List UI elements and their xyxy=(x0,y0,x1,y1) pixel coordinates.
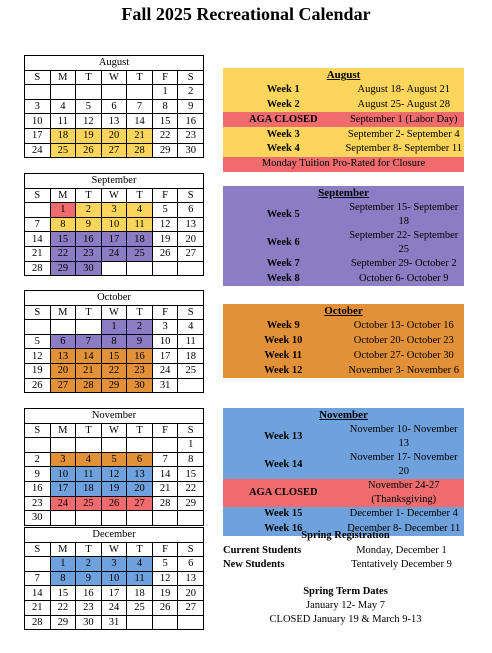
week-label: Week 9 xyxy=(266,320,300,332)
calendar-day: 16 xyxy=(178,114,204,129)
calendar-month-name: August xyxy=(25,56,204,71)
calendar-day xyxy=(101,85,127,100)
spring-term-dates: January 12- May 7 xyxy=(305,600,386,611)
week-dates: October 6- October 9 xyxy=(358,272,449,284)
calendar-day xyxy=(50,85,76,100)
calendar-day: 3 xyxy=(101,557,127,572)
calendar-day: 12 xyxy=(76,114,102,129)
calendar-day: 29 xyxy=(50,615,76,630)
calendar-day: 1 xyxy=(178,438,204,453)
calendar-day: 16 xyxy=(127,349,153,364)
weekday-header: T xyxy=(76,188,102,203)
calendar-day: 29 xyxy=(50,261,76,276)
calendar-day: 10 xyxy=(25,114,51,129)
calendar-day: 27 xyxy=(101,143,127,158)
calendar-day: 4 xyxy=(178,320,204,335)
weekday-header: S xyxy=(178,188,204,203)
closed-dates: September 1 (Labor Day) xyxy=(349,113,458,125)
calendar-day: 9 xyxy=(76,571,102,586)
calendar-day: 15 xyxy=(50,586,76,601)
calendar-day xyxy=(25,438,51,453)
calendar-day: 29 xyxy=(101,378,127,393)
calendar-day: 20 xyxy=(178,232,204,247)
weekday-header: T xyxy=(127,188,153,203)
calendar-day: 14 xyxy=(76,349,102,364)
week-dates: October 20- October 23 xyxy=(353,334,454,346)
calendar-day: 11 xyxy=(127,217,153,232)
calendar-month-name: September xyxy=(25,174,204,189)
calendar-day: 20 xyxy=(127,481,153,496)
calendar-day: 23 xyxy=(76,600,102,615)
calendar-day: 13 xyxy=(50,349,76,364)
week-dates: October 13- October 16 xyxy=(353,320,454,332)
closed-label: AGA CLOSED xyxy=(248,486,318,498)
calendar-day: 7 xyxy=(76,334,102,349)
calendar-day: 5 xyxy=(25,334,51,349)
weekday-header: F xyxy=(152,542,178,557)
calendar-day: 4 xyxy=(127,557,153,572)
weekday-header: F xyxy=(152,188,178,203)
calendar-day: 23 xyxy=(127,363,153,378)
calendar-day: 21 xyxy=(127,128,153,143)
weekday-header: F xyxy=(152,70,178,85)
calendar-day: 8 xyxy=(152,99,178,114)
week-dates: September 15- September 18 xyxy=(349,201,459,227)
calendar-day: 15 xyxy=(50,232,76,247)
panel-header: November xyxy=(319,409,368,422)
calendar-day: 30 xyxy=(127,378,153,393)
panel-august xyxy=(223,68,464,172)
calendar-day: 28 xyxy=(25,261,51,276)
calendar-day: 25 xyxy=(76,496,102,511)
calendar-day: 9 xyxy=(127,334,153,349)
calendar-day: 11 xyxy=(127,571,153,586)
weekday-header: S xyxy=(25,423,51,438)
calendar-day: 20 xyxy=(50,363,76,378)
calendar-day: 9 xyxy=(178,99,204,114)
calendar-day xyxy=(25,85,51,100)
calendar-day xyxy=(152,511,178,526)
calendar-month-name: October xyxy=(25,291,204,306)
calendar-day: 3 xyxy=(152,320,178,335)
weekday-header: S xyxy=(25,542,51,557)
new-students-value: Tentatively December 9 xyxy=(351,559,452,570)
calendar-day: 18 xyxy=(127,232,153,247)
panel-september xyxy=(223,186,464,286)
calendar-day: 5 xyxy=(152,203,178,218)
calendar-day: 26 xyxy=(101,496,127,511)
calendar-day: 6 xyxy=(50,334,76,349)
calendar-day: 21 xyxy=(152,481,178,496)
calendar-day: 6 xyxy=(101,99,127,114)
calendar-august xyxy=(24,55,204,158)
new-students-label: New Students xyxy=(223,559,285,570)
calendar-day: 8 xyxy=(50,571,76,586)
calendar-day: 25 xyxy=(50,143,76,158)
calendar-day: 13 xyxy=(178,571,204,586)
calendar-day: 5 xyxy=(101,452,127,467)
week-dates: December 1- December 4 xyxy=(349,508,458,520)
week-dates: November 3- November 6 xyxy=(348,364,459,376)
calendar-day: 18 xyxy=(178,349,204,364)
week-label: Week 5 xyxy=(266,208,300,220)
calendar-day: 31 xyxy=(152,378,178,393)
week-dates: October 27- October 30 xyxy=(353,349,454,361)
week-dates: September 2- September 4 xyxy=(347,128,460,140)
calendar-day: 15 xyxy=(101,349,127,364)
calendar-day: 7 xyxy=(152,452,178,467)
closed-dates: November 24-27 (Thanksgiving) xyxy=(368,479,440,505)
calendar-december xyxy=(24,527,204,630)
calendar-day: 21 xyxy=(76,363,102,378)
calendar-day: 9 xyxy=(25,467,51,482)
calendar-day: 20 xyxy=(178,586,204,601)
calendar-day: 4 xyxy=(76,452,102,467)
week-label: Week 6 xyxy=(266,236,300,248)
weekday-header: T xyxy=(76,542,102,557)
weekday-header: T xyxy=(127,305,153,320)
calendar-day xyxy=(178,261,204,276)
weekday-header: M xyxy=(50,305,76,320)
calendar-day: 2 xyxy=(76,203,102,218)
calendar-day: 26 xyxy=(25,378,51,393)
week-label: Week 7 xyxy=(266,258,300,270)
weekday-header: T xyxy=(127,542,153,557)
calendar-day: 26 xyxy=(152,600,178,615)
calendar-day: 27 xyxy=(50,378,76,393)
calendar-day: 7 xyxy=(25,217,51,232)
calendar-day: 3 xyxy=(101,203,127,218)
calendar-day: 26 xyxy=(76,143,102,158)
calendar-day: 12 xyxy=(25,349,51,364)
calendar-october xyxy=(24,290,204,393)
calendar-day: 8 xyxy=(50,217,76,232)
calendar-day: 17 xyxy=(25,128,51,143)
calendar-day: 22 xyxy=(101,363,127,378)
weekday-header: T xyxy=(127,423,153,438)
weekday-header: S xyxy=(178,70,204,85)
calendar-day xyxy=(101,261,127,276)
page-title: Fall 2025 Recreational Calendar xyxy=(121,4,371,24)
calendar-day: 19 xyxy=(76,128,102,143)
weekday-header: T xyxy=(76,423,102,438)
calendar-day: 1 xyxy=(50,203,76,218)
calendar-day: 19 xyxy=(101,481,127,496)
calendar-day: 19 xyxy=(25,363,51,378)
calendar-day: 22 xyxy=(50,246,76,261)
calendar-day: 14 xyxy=(25,586,51,601)
calendar-day: 22 xyxy=(50,600,76,615)
calendar-day xyxy=(178,615,204,630)
week-label: Week 15 xyxy=(264,508,303,520)
calendar-day xyxy=(152,438,178,453)
week-dates: November 17- November 20 xyxy=(349,451,458,477)
panel-november xyxy=(223,408,464,536)
calendar-day: 25 xyxy=(127,600,153,615)
calendar-day: 5 xyxy=(76,99,102,114)
calendar-day: 10 xyxy=(101,217,127,232)
calendar-day: 18 xyxy=(76,481,102,496)
calendar-day: 10 xyxy=(50,467,76,482)
calendar-day: 2 xyxy=(25,452,51,467)
calendar-day: 23 xyxy=(76,246,102,261)
calendar-day: 18 xyxy=(50,128,76,143)
calendar-day: 24 xyxy=(25,143,51,158)
week-label: Week 14 xyxy=(264,458,303,470)
calendar-day: 16 xyxy=(25,481,51,496)
calendar-day: 13 xyxy=(178,217,204,232)
week-label: Week 13 xyxy=(264,430,303,442)
week-dates: December 8- December 11 xyxy=(347,522,461,534)
calendar-day: 29 xyxy=(152,143,178,158)
spring-info xyxy=(223,530,468,625)
panel-header: August xyxy=(326,69,361,82)
calendar-day: 17 xyxy=(50,481,76,496)
calendar-day: 31 xyxy=(101,615,127,630)
calendar-day: 1 xyxy=(101,320,127,335)
calendar-month-name: November xyxy=(25,409,204,424)
calendar-day: 6 xyxy=(178,203,204,218)
current-students-label: Current Students xyxy=(223,545,302,556)
week-label: Week 11 xyxy=(264,349,303,361)
calendar-day xyxy=(76,438,102,453)
calendar-day: 23 xyxy=(25,496,51,511)
calendar-day: 27 xyxy=(178,246,204,261)
calendar-day xyxy=(25,203,51,218)
calendar-day: 8 xyxy=(101,334,127,349)
week-label: Week 16 xyxy=(264,522,303,534)
weekday-header: M xyxy=(50,423,76,438)
calendar-day xyxy=(25,320,51,335)
spring-registration-title: Spring Registration xyxy=(301,530,390,541)
calendar-day: 27 xyxy=(178,600,204,615)
calendar-day: 21 xyxy=(25,246,51,261)
calendar-september xyxy=(24,173,204,276)
calendar-day: 14 xyxy=(127,114,153,129)
closure-note: Monday Tuition Pro-Rated for Closure xyxy=(261,158,426,170)
calendar-day: 7 xyxy=(127,99,153,114)
calendar-day: 22 xyxy=(178,481,204,496)
week-dates: August 18- August 21 xyxy=(357,84,450,96)
calendar-day: 12 xyxy=(152,571,178,586)
calendar-day: 15 xyxy=(178,467,204,482)
calendar-day: 28 xyxy=(152,496,178,511)
weekday-header: F xyxy=(152,423,178,438)
calendar-day: 12 xyxy=(152,217,178,232)
weekday-header: W xyxy=(101,188,127,203)
calendar-day: 6 xyxy=(178,557,204,572)
calendar-day: 26 xyxy=(152,246,178,261)
calendar-day: 14 xyxy=(152,467,178,482)
calendar-day: 1 xyxy=(50,557,76,572)
calendar-day: 19 xyxy=(152,232,178,247)
weekday-header: M xyxy=(50,188,76,203)
week-label: Week 3 xyxy=(266,128,300,140)
calendar-day xyxy=(152,615,178,630)
calendar-day: 30 xyxy=(76,615,102,630)
calendar-day: 28 xyxy=(76,378,102,393)
calendar-day xyxy=(127,261,153,276)
spring-closed-dates: CLOSED January 19 & March 9-13 xyxy=(269,614,422,625)
calendar-day: 25 xyxy=(178,363,204,378)
current-students-value: Monday, December 1 xyxy=(356,545,447,556)
calendar-day: 19 xyxy=(152,586,178,601)
weekday-header: S xyxy=(25,70,51,85)
panel-header: October xyxy=(324,305,363,318)
week-label: Week 8 xyxy=(266,272,300,284)
week-label: Week 1 xyxy=(266,84,300,96)
calendar-day: 7 xyxy=(25,571,51,586)
calendar-day xyxy=(127,511,153,526)
calendar-day xyxy=(76,320,102,335)
panel-header: September xyxy=(318,187,369,200)
week-dates: September 29- October 2 xyxy=(350,258,457,270)
weekday-header: T xyxy=(76,70,102,85)
week-dates: September 22- September 25 xyxy=(349,229,459,255)
calendar-day xyxy=(25,557,51,572)
calendar-day: 4 xyxy=(127,203,153,218)
panel-october xyxy=(223,304,464,378)
calendar-day: 28 xyxy=(25,615,51,630)
weekday-header: T xyxy=(127,70,153,85)
weekday-header: W xyxy=(101,542,127,557)
calendar-day: 9 xyxy=(76,217,102,232)
calendar-day: 5 xyxy=(152,557,178,572)
weekday-header: M xyxy=(50,70,76,85)
calendar-day: 2 xyxy=(76,557,102,572)
calendar-day: 30 xyxy=(76,261,102,276)
spring-term-title: Spring Term Dates xyxy=(303,586,388,597)
calendar-day: 14 xyxy=(25,232,51,247)
calendar-day xyxy=(76,85,102,100)
calendar-day: 29 xyxy=(178,496,204,511)
calendar-day: 13 xyxy=(101,114,127,129)
calendar-day xyxy=(101,438,127,453)
calendar-day xyxy=(101,511,127,526)
calendar-day xyxy=(50,438,76,453)
calendar-day: 17 xyxy=(101,586,127,601)
weekday-header: S xyxy=(178,305,204,320)
calendar-day: 27 xyxy=(127,496,153,511)
calendar-day: 24 xyxy=(50,496,76,511)
calendar-day xyxy=(76,511,102,526)
calendar-day: 12 xyxy=(101,467,127,482)
calendar-day: 30 xyxy=(178,143,204,158)
week-dates: September 8- September 11 xyxy=(345,143,463,155)
calendar-day: 11 xyxy=(178,334,204,349)
calendar-day: 16 xyxy=(76,232,102,247)
calendar-day: 23 xyxy=(178,128,204,143)
calendar-day: 28 xyxy=(127,143,153,158)
weekday-header: M xyxy=(50,542,76,557)
weekday-header: T xyxy=(76,305,102,320)
weekday-header: S xyxy=(25,305,51,320)
calendar-day: 24 xyxy=(152,363,178,378)
calendar-day xyxy=(50,320,76,335)
week-dates: November 10- November 13 xyxy=(349,423,458,449)
calendar-day: 2 xyxy=(178,85,204,100)
week-label: Week 12 xyxy=(264,364,303,376)
calendar-day xyxy=(178,378,204,393)
calendar-day xyxy=(152,261,178,276)
calendar-day: 10 xyxy=(152,334,178,349)
calendar-day: 18 xyxy=(127,586,153,601)
calendar-day: 3 xyxy=(25,99,51,114)
calendar-day: 13 xyxy=(127,467,153,482)
weekday-header: F xyxy=(152,305,178,320)
calendar-day xyxy=(50,511,76,526)
calendar-day: 16 xyxy=(76,586,102,601)
weekday-header: W xyxy=(101,423,127,438)
week-dates: August 25- August 28 xyxy=(357,98,450,110)
calendar-day: 20 xyxy=(101,128,127,143)
week-label: Week 4 xyxy=(266,143,300,155)
weekday-header: S xyxy=(178,423,204,438)
calendar-day: 15 xyxy=(152,114,178,129)
week-label: Week 10 xyxy=(264,334,303,346)
weekday-header: S xyxy=(178,542,204,557)
calendar-day: 1 xyxy=(152,85,178,100)
calendar-day: 3 xyxy=(50,452,76,467)
calendar-day: 22 xyxy=(152,128,178,143)
calendar-day: 24 xyxy=(101,246,127,261)
calendar-month-name: December xyxy=(25,528,204,543)
weekday-header: W xyxy=(101,305,127,320)
calendar-day: 17 xyxy=(152,349,178,364)
calendar-day: 24 xyxy=(101,600,127,615)
calendar-day: 10 xyxy=(101,571,127,586)
closed-label: AGA CLOSED xyxy=(248,113,318,125)
weekday-header: S xyxy=(25,188,51,203)
calendar-day xyxy=(127,615,153,630)
calendar-day: 17 xyxy=(101,232,127,247)
calendar-day: 30 xyxy=(25,511,51,526)
week-label: Week 2 xyxy=(266,98,300,110)
calendar-day xyxy=(178,511,204,526)
calendar-day: 25 xyxy=(127,246,153,261)
calendar-day: 4 xyxy=(50,99,76,114)
calendar-day: 8 xyxy=(178,452,204,467)
calendar-day xyxy=(127,85,153,100)
calendar-day: 6 xyxy=(127,452,153,467)
calendar-day: 2 xyxy=(127,320,153,335)
calendar-november xyxy=(24,408,204,526)
calendar-day: 11 xyxy=(76,467,102,482)
weekday-header: W xyxy=(101,70,127,85)
calendar-day: 21 xyxy=(25,600,51,615)
calendar-day: 11 xyxy=(50,114,76,129)
calendar-day xyxy=(127,438,153,453)
